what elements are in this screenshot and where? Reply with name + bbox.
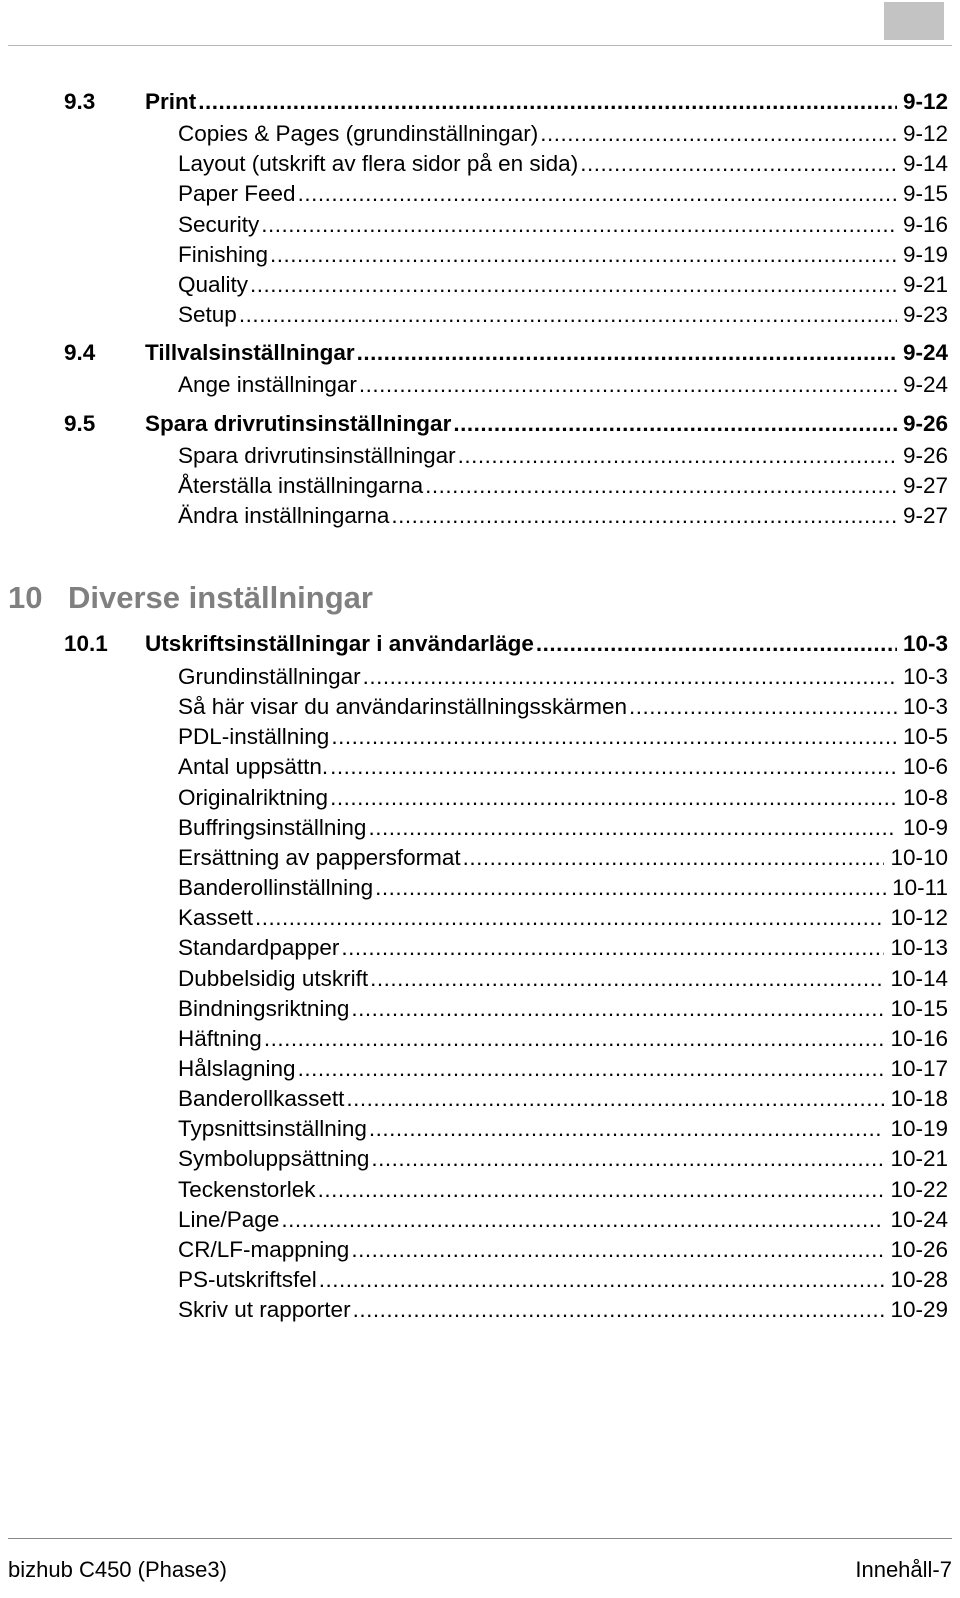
toc-page-number: 9-24 xyxy=(902,340,948,366)
toc-label xyxy=(178,241,268,269)
toc-page-number: 9-24 xyxy=(902,372,948,398)
toc-title: Ange inställningar xyxy=(178,372,357,398)
toc-title: Skriv ut rapporter xyxy=(178,1297,351,1323)
toc-title: Häftning xyxy=(178,1025,262,1051)
toc-page-number: 9-27 xyxy=(902,503,948,528)
toc-title: Återställa inställningarna xyxy=(178,472,424,498)
toc-section-row[interactable] xyxy=(64,339,948,367)
toc-page-number: 10-12 xyxy=(890,905,948,931)
chapter-number: 10 xyxy=(8,580,43,615)
toc-leader-dots xyxy=(270,241,897,269)
toc-leader-dots xyxy=(318,1176,885,1204)
toc-label xyxy=(178,271,248,299)
toc-label xyxy=(178,211,259,239)
toc-page-number: 9-16 xyxy=(902,211,948,237)
toc-entry-row[interactable] xyxy=(178,753,948,781)
toc-leader-dots xyxy=(198,88,897,116)
toc-entry-row[interactable] xyxy=(178,1266,948,1294)
toc-leader-dots xyxy=(264,1025,885,1053)
toc-title: Paper Feed xyxy=(178,181,296,207)
toc-entry-row[interactable] xyxy=(178,1115,948,1143)
toc-leader-dots xyxy=(346,1085,884,1113)
toc-leader-dots xyxy=(580,150,897,178)
toc-title: Copies & Pages (grundinställningar) xyxy=(178,121,539,146)
toc-leader-dots xyxy=(351,995,884,1023)
toc-entry-row[interactable] xyxy=(178,693,948,721)
toc-label xyxy=(178,120,538,148)
toc-entry-row[interactable] xyxy=(178,1296,948,1324)
toc-page-number: 10-19 xyxy=(890,1116,948,1142)
toc-leader-dots xyxy=(239,301,897,329)
toc-section-number: 9.3 xyxy=(64,89,96,114)
toc-label xyxy=(64,410,451,438)
toc-label xyxy=(178,1115,367,1143)
toc-entry-row[interactable] xyxy=(178,150,948,178)
toc-label xyxy=(64,88,196,116)
toc-page-number: 9-12 xyxy=(902,89,948,114)
toc-leader-dots xyxy=(261,211,897,239)
toc-title: Security xyxy=(178,211,260,237)
toc-entry-row[interactable] xyxy=(178,784,948,812)
toc-label xyxy=(178,693,627,721)
toc-label xyxy=(178,442,456,470)
toc-leader-dots xyxy=(371,1145,884,1173)
toc-entry-row[interactable] xyxy=(178,1055,948,1083)
toc-page-number: 9-26 xyxy=(902,442,948,468)
toc-entry-row[interactable] xyxy=(178,844,948,872)
toc-section-number: 10.1 xyxy=(64,631,108,656)
toc-page-number: 10-26 xyxy=(890,1236,948,1262)
toc-title: Dubbelsidig utskrift xyxy=(178,965,369,991)
toc-entry-row[interactable] xyxy=(178,1236,948,1264)
toc-leader-dots xyxy=(370,965,884,993)
toc-page-number: 10-3 xyxy=(902,694,948,720)
toc-entry-row[interactable] xyxy=(178,965,948,993)
toc-entry-row[interactable] xyxy=(178,814,948,842)
toc-leader-dots xyxy=(453,410,897,438)
toc-title: Finishing xyxy=(178,241,269,267)
toc-leader-dots xyxy=(357,339,897,367)
footer-page-number: Innehåll-7 xyxy=(855,1557,952,1582)
toc-leader-dots xyxy=(250,271,897,299)
toc-page-number: 9-21 xyxy=(902,272,948,297)
toc-page-number: 10-11 xyxy=(892,875,948,901)
toc-title: CR/LF-mappning xyxy=(178,1236,350,1262)
toc-entry-row[interactable] xyxy=(178,502,948,530)
toc-leader-dots xyxy=(255,904,884,932)
toc-title: Layout (utskrift av flera sidor på en sida) xyxy=(178,151,579,177)
toc-page-number: 9-14 xyxy=(902,151,948,177)
toc-title: Tillvalsinställningar xyxy=(145,340,355,366)
toc-page-number: 9-27 xyxy=(902,472,948,498)
toc-page-number: 10-13 xyxy=(890,935,948,961)
toc-leader-dots xyxy=(341,934,884,962)
toc-label xyxy=(178,784,328,812)
toc-entry-row[interactable] xyxy=(178,211,948,239)
toc-label xyxy=(178,1236,349,1264)
toc-entry-row[interactable] xyxy=(178,904,948,932)
toc-label xyxy=(178,995,349,1023)
toc-label xyxy=(178,1176,316,1204)
toc-label xyxy=(178,301,237,329)
toc-page-number: 9-15 xyxy=(902,181,948,207)
toc-title: Standardpapper xyxy=(178,935,340,961)
toc-section-row[interactable] xyxy=(64,630,948,658)
toc-entry-row[interactable] xyxy=(178,1145,948,1173)
toc-page-number: 10-17 xyxy=(890,1055,948,1081)
toc-entry-row[interactable] xyxy=(178,241,948,269)
toc-section-number: 9.5 xyxy=(64,410,96,436)
toc-entry-row[interactable] xyxy=(178,874,948,902)
toc-page-number: 10-15 xyxy=(890,995,948,1021)
toc-title: Banderollinställning xyxy=(178,875,374,901)
toc-leader-dots xyxy=(330,784,897,812)
toc-leader-dots xyxy=(536,630,897,658)
toc-leader-dots xyxy=(359,371,897,399)
toc-label xyxy=(178,753,328,781)
toc-title: Grundinställningar xyxy=(178,664,361,689)
toc-leader-dots xyxy=(298,1055,885,1083)
toc-leader-dots xyxy=(425,472,897,500)
toc-label xyxy=(64,339,355,367)
toc-title: Banderollkassett xyxy=(178,1086,345,1112)
toc-leader-dots xyxy=(298,180,897,208)
toc-leader-dots xyxy=(331,723,897,751)
toc-leader-dots xyxy=(368,814,897,842)
toc-entry-row[interactable] xyxy=(178,371,948,399)
toc-label xyxy=(178,472,423,500)
toc-label xyxy=(178,874,373,902)
toc-entry-row[interactable] xyxy=(178,180,948,208)
toc-page-number: 10-3 xyxy=(902,664,948,689)
toc-page-number: 10-10 xyxy=(890,844,948,870)
toc-page-number: 10-22 xyxy=(890,1176,948,1202)
toc-title: Antal uppsättn. xyxy=(178,754,329,780)
toc-title: PDL-inställning xyxy=(178,724,330,750)
toc-entry-row[interactable] xyxy=(178,934,948,962)
page-corner-tab xyxy=(884,2,944,40)
toc-entry-row[interactable] xyxy=(178,1025,948,1053)
toc-title: Quality xyxy=(178,272,249,297)
toc-page-number: 10-3 xyxy=(902,631,948,656)
toc-page-number: 10-16 xyxy=(890,1025,948,1051)
toc-title: Setup xyxy=(178,302,237,328)
chapter-title: Diverse inställningar xyxy=(68,580,373,615)
toc-label xyxy=(178,723,329,751)
toc-title: Spara drivrutinsinställningar xyxy=(178,442,456,468)
toc-entry-row[interactable] xyxy=(178,472,948,500)
footer-rule xyxy=(8,1538,952,1539)
toc-entry-row[interactable] xyxy=(178,301,948,329)
toc-page-number: 9-19 xyxy=(902,241,948,267)
toc-leader-dots xyxy=(369,1115,885,1143)
toc-title: Line/Page xyxy=(178,1206,280,1232)
toc-label xyxy=(178,844,461,872)
toc-title: Originalriktning xyxy=(178,784,329,810)
top-rule xyxy=(8,45,952,46)
toc-page-number: 10-24 xyxy=(890,1206,948,1232)
toc-leader-dots xyxy=(540,120,897,148)
toc-title: Så här visar du användarinställningsskärmen xyxy=(178,694,627,720)
toc-label xyxy=(178,502,389,530)
toc-title: Teckenstorlek xyxy=(178,1176,316,1202)
toc-label xyxy=(178,1206,279,1234)
toc-leader-dots xyxy=(351,1236,884,1264)
toc-title: Kassett xyxy=(178,905,254,931)
toc-label xyxy=(64,630,534,658)
toc-leader-dots xyxy=(375,874,886,902)
toc-leader-dots xyxy=(629,693,897,721)
toc-title: Bindningsriktning xyxy=(178,995,350,1021)
toc-page-number: 9-12 xyxy=(902,121,948,146)
toc-section-row[interactable] xyxy=(64,88,948,116)
toc-entry-row[interactable] xyxy=(178,723,948,751)
toc-label xyxy=(178,1025,262,1053)
toc-entry-row[interactable] xyxy=(178,442,948,470)
toc-title: Typsnittsinställning xyxy=(178,1116,367,1142)
toc-section-number: 9.4 xyxy=(64,340,96,366)
toc-title: Print xyxy=(145,89,197,114)
toc-page-number: 10-14 xyxy=(890,965,948,991)
toc-entry-row[interactable] xyxy=(178,120,948,148)
toc-leader-dots xyxy=(330,753,897,781)
toc-leader-dots xyxy=(281,1206,884,1234)
chapter-heading xyxy=(8,580,373,616)
toc-title: PS-utskriftsfel xyxy=(178,1267,317,1292)
toc-label xyxy=(178,934,339,962)
toc-title: Spara drivrutinsinställningar xyxy=(145,410,452,436)
toc-label xyxy=(178,814,366,842)
toc-entry-row[interactable] xyxy=(178,1085,948,1113)
toc-leader-dots xyxy=(319,1266,885,1294)
toc-label xyxy=(178,663,361,691)
toc-page-number: 10-28 xyxy=(890,1267,948,1292)
toc-title: Buffringsinställning xyxy=(178,814,367,840)
toc-page-number: 10-18 xyxy=(890,1086,948,1112)
toc-page-number: 9-26 xyxy=(902,410,948,436)
toc-label xyxy=(178,1055,296,1083)
toc-label xyxy=(178,1266,317,1294)
toc-label xyxy=(178,1085,344,1113)
toc-label xyxy=(178,1145,369,1173)
footer-product: bizhub C450 (Phase3) xyxy=(8,1557,227,1582)
toc-label xyxy=(178,965,368,993)
toc-page-number: 10-21 xyxy=(890,1146,948,1172)
toc-entry-row[interactable] xyxy=(178,271,948,299)
toc-page-number: 10-8 xyxy=(902,784,948,810)
toc-leader-dots xyxy=(463,844,885,872)
toc-title: Hålslagning xyxy=(178,1055,296,1081)
toc-leader-dots xyxy=(458,442,897,470)
toc-label xyxy=(178,904,253,932)
toc-leader-dots xyxy=(391,502,897,530)
toc-title: Ersättning av pappersformat xyxy=(178,844,461,870)
toc-entry-row[interactable] xyxy=(178,995,948,1023)
toc-page-number: 10-9 xyxy=(902,814,948,840)
toc-label xyxy=(178,371,357,399)
toc-page-number: 10-29 xyxy=(890,1297,948,1323)
toc-page-number: 9-23 xyxy=(902,302,948,328)
toc-title: Ändra inställningarna xyxy=(178,503,390,528)
toc-entry-row[interactable] xyxy=(178,1206,948,1234)
toc-leader-dots xyxy=(363,663,897,691)
toc-label xyxy=(178,1296,351,1324)
toc-title: Utskriftsinställningar i användarläge xyxy=(145,631,534,656)
toc-page-number: 10-6 xyxy=(902,754,948,780)
toc-entry-row[interactable] xyxy=(178,1176,948,1204)
toc-label xyxy=(178,180,296,208)
toc-page-number: 10-5 xyxy=(902,724,948,750)
toc-label xyxy=(178,150,578,178)
toc-section-row[interactable] xyxy=(64,410,948,438)
toc-title: Symboluppsättning xyxy=(178,1146,370,1172)
toc-entry-row[interactable] xyxy=(178,663,948,691)
toc-leader-dots xyxy=(353,1296,885,1324)
